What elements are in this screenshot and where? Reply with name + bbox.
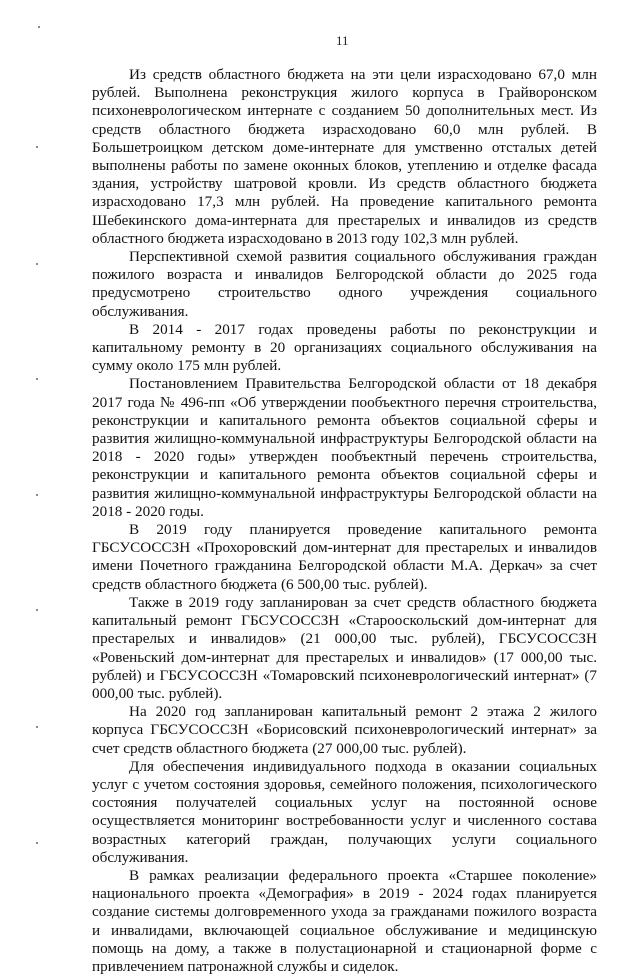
paragraph-government-resolution: Постановлением Правительства Белгородской области от 18 декабря 2017 года № 496-пп «Об утверждении пообъектного перечня строительства, реконструкции и капитального ремонта объектов социальной сферы и развития жилищно-коммунальной инфраструктуры Белгородской области на 2018 - 2020 годы» утвержден пообъектный перечень строительства, реконструкции и капитального ремонта объектов социальной сферы и развития жилищно-коммунальной инфраструктуры Белгородской области на 2018 - 2020 годы. xyxy=(92,375,597,520)
scan-margin-mark xyxy=(36,494,38,496)
paragraph-older-generation-project: В рамках реализации федерального проекта «Старшее поколение» национального проекта «Демография» в 2019 - 2024 годах планируется создание системы долговременного ухода за гражданами пожилого возраста и инвалидами, включающей социальное обслуживание и медицинскую помощь на дому, а также в полустационарной и стационарной форме с привлечением патронажной службы и сиделок. xyxy=(92,866,597,975)
paragraph-2014-2017-works: В 2014 - 2017 годах проведены работы по реконструкции и капитальному ремонту в 20 организациях социального обслуживания на сумму около 175 млн рублей. xyxy=(92,320,597,375)
scan-margin-mark xyxy=(36,263,38,265)
scan-margin-mark xyxy=(36,842,38,844)
paragraph-2020-borisovsky: На 2020 год запланирован капитальный ремонт 2 этажа 2 жилого корпуса ГБСУСОССЗН «Борисовский психоневрологический интернат» за счет средств областного бюджета (27 000,00 тыс. рублей). xyxy=(92,703,597,757)
scan-margin-mark xyxy=(36,378,38,380)
paragraph-2019-prokhorovsky: В 2019 году планируется проведение капитального ремонта ГБСУСОССЗН «Прохоровский дом-интернат для престарелых и инвалидов имени Почетного гражданина Белгородской области М.А. Деркач» за счет средств областного бюджета (6 500,00 тыс. рублей). xyxy=(92,521,597,593)
paragraph-development-scheme: Перспективной схемой развития социального обслуживания граждан пожилого возраста и инвалидов Белгородской области до 2025 года предусмотрено строительство одного учреждения социального обслуживания. xyxy=(92,248,597,320)
scan-margin-mark xyxy=(36,146,38,148)
document-body xyxy=(92,66,597,976)
paragraph-expenditures: Из средств областного бюджета на эти цели израсходовано 67,0 млн рублей. Выполнена реконструкция жилого корпуса в Грайворонском психоневрологическом интернате с созданием 50 дополнительных мест. Из средств областного бюджета израсходовано 60,0 млн рублей. В Большетроицком детском доме-интернате для умственно отсталых детей выполнены работы по замене оконных блоков, утеплению и отделке фасада здания, устройству шатровой кровли. Из средств областного бюджета израсходовано 17,3 млн рублей. На проведение капитального ремонта Шебекинского дома-интерната для престарелых и инвалидов из средств областного бюджета израсходовано в 2013 году 102,3 млн рублей. xyxy=(92,66,597,247)
page-number: 11 xyxy=(336,33,349,48)
scan-margin-mark xyxy=(36,609,38,611)
paragraph-monitoring: Для обеспечения индивидуального подхода в оказании социальных услуг с учетом состояния здоровья, семейного положения, психологического состояния получателей социальных услуг на постоянной основе осуществляется мониторинг востребованности услуг и численного состава возрастных категорий граждан, получающих услуги социального обслуживания. xyxy=(92,757,597,866)
scan-margin-mark xyxy=(36,726,38,728)
paragraph-2019-other-repairs: Также в 2019 году запланирован за счет средств областного бюджета капитальный ремонт ГБСУСОССЗН «Старооскольский дом-интернат для престарелых и инвалидов» (21 000,00 тыс. рублей), ГБСУСОССЗН «Ровеньский дом-интернат для престарелых и инвалидов» (17 000,00 тыс. рублей) и ГБСУСОССЗН «Томаровский психоневрологический интернат» (7 000,00 тыс. рублей). xyxy=(92,593,597,702)
scan-margin-mark xyxy=(38,26,40,28)
